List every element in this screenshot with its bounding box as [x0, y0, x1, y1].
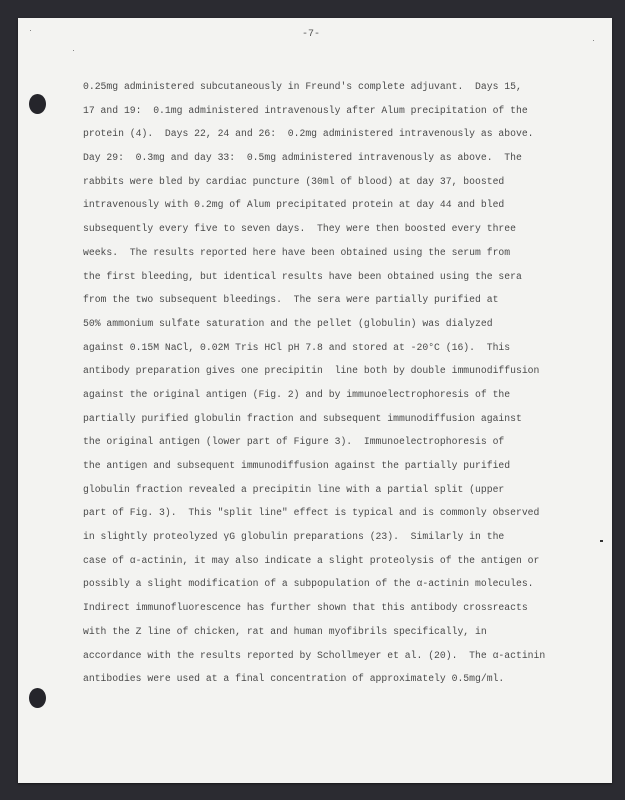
- text-line: partially purified globulin fraction and subsequent immunodiffusion against: [83, 412, 522, 424]
- page-number: -7-: [302, 29, 321, 40]
- punch-hole: [29, 94, 46, 114]
- text-line: the original antigen (lower part of Figure 3). Immunoelectrophoresis of: [83, 436, 505, 448]
- text-line: intravenously with 0.2mg of Alum precipitated protein at day 44 and bled: [83, 199, 505, 211]
- punch-hole: [29, 688, 46, 708]
- text-line: subsequently every five to seven days. They were then boosted every three: [83, 223, 516, 235]
- text-line: 50% ammonium sulfate saturation and the pellet (globulin) was dialyzed: [83, 317, 493, 329]
- text-line: case of α-actinin, it may also indicate a slight proteolysis of the antigen or: [83, 554, 540, 566]
- text-line: from the two subsequent bleedings. The sera were partially purified at: [83, 294, 499, 306]
- text-line: 0.25mg administered subcutaneously in Freund's complete adjuvant. Days 15,: [83, 81, 522, 92]
- body-text: [83, 75, 545, 691]
- text-line: antibodies were used at a final concentration of approximately 0.5mg/ml.: [83, 673, 505, 685]
- speck: [30, 30, 31, 31]
- text-line: antibody preparation gives one precipitin line both by double immunodiffusion: [83, 365, 540, 377]
- text-line: Indirect immunofluorescence has further shown that this antibody crossreacts: [83, 602, 528, 614]
- speck: [73, 50, 74, 51]
- text-line: 17 and 19: 0.1mg administered intravenously after Alum precipitation of the: [83, 104, 528, 116]
- text-line: the antigen and subsequent immunodiffusion against the partially purified: [83, 460, 511, 471]
- text-line: against 0.15M NaCl, 0.02M Tris HCl pH 7.8 and stored at -20°C (16). This: [83, 341, 511, 353]
- text-line: possibly a slight modification of a subpopulation of the α-actinin molecules.: [83, 578, 534, 590]
- speck: [600, 540, 603, 542]
- text-line: Day 29: 0.3mg and day 33: 0.5mg administered intravenously as above. The: [83, 152, 522, 164]
- text-line: part of Fig. 3). This "split line" effect is typical and is commonly observed: [83, 507, 540, 519]
- text-line: rabbits were bled by cardiac puncture (30ml of blood) at day 37, boosted: [83, 175, 505, 187]
- text-line: weeks. The results reported here have been obtained using the serum from: [83, 246, 511, 258]
- text-line: the first bleeding, but identical results have been obtained using the sera: [83, 270, 522, 282]
- text-line: globulin fraction revealed a precipitin line with a partial split (upper: [83, 483, 505, 495]
- document-page: [18, 18, 612, 783]
- speck: [593, 40, 594, 41]
- text-line: with the Z line of chicken, rat and human myofibrils specifically, in: [83, 625, 487, 637]
- text-line: against the original antigen (Fig. 2) and by immunoelectrophoresis of the: [83, 388, 511, 400]
- text-line: accordance with the results reported by Schollmeyer et al. (20). The α-actinin: [83, 649, 546, 661]
- text-line: in slightly proteolyzed γG globulin preparations (23). Similarly in the: [83, 531, 505, 543]
- text-line: protein (4). Days 22, 24 and 26: 0.2mg administered intravenously as above.: [83, 128, 534, 140]
